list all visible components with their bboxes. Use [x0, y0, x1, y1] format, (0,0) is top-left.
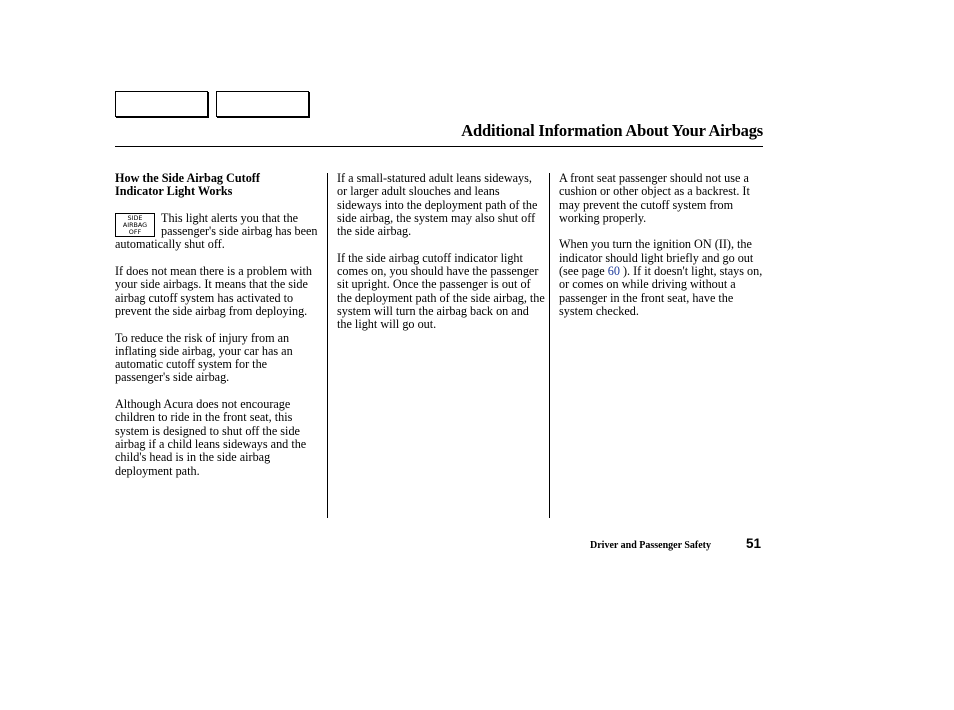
indicator-line-1: SIDE: [127, 213, 143, 222]
page-title: Additional Information About Your Airbags: [461, 121, 763, 140]
subhead-line-2: Indicator Light Works: [115, 184, 233, 199]
footer-section-label: Driver and Passenger Safety: [590, 540, 712, 551]
column-3: [559, 172, 763, 332]
nav-button-contents[interactable]: [115, 91, 208, 117]
paragraph: If the side airbag cutoff indicator light comes on, you should have the passenger sit upright. Once the passenger is out of the deployment path of the side airbag, the system will turn the airbag back on and the light will go out.: [337, 250, 545, 332]
paragraph: If does not mean there is a problem with your side airbags. It means that the side airbag cutoff system has activated to prevent the side airbag from deploying.: [115, 264, 312, 318]
paragraph-text: When you turn the ignition ON (II), the indicator should light briefly and go out (see page: [559, 237, 754, 279]
subhead-line-1: How the Side Airbag Cutoff: [115, 171, 260, 185]
page-link[interactable]: 60: [607, 264, 620, 279]
intro-paragraph: [115, 212, 321, 252]
paragraph-text: ). If it doesn't light, stays on, or comes on while driving without a passenger in the front seat, have the system checked.: [559, 264, 763, 318]
indicator-line-2: AIRBAG: [122, 221, 148, 230]
column-2: [337, 172, 545, 345]
title-rule: [115, 146, 763, 147]
page-number: 51: [746, 536, 762, 551]
side-airbag-off-indicator-icon: [115, 213, 155, 237]
column-divider: [549, 173, 550, 518]
paragraph: Although Acura does not encourage children to ride in the front seat, this system is designed to shut off the side airbag if a child leans sideways and the child's head is in the side airbag deployment path.: [115, 397, 307, 478]
column-divider: [327, 173, 328, 518]
indicator-line-3: OFF: [128, 228, 142, 237]
column-1: [115, 172, 321, 491]
paragraph: If a small-statured adult leans sideways, or larger adult slouches and leans sideways into the deployment path of the side airbag, the system may also shut off the side airbag.: [337, 171, 538, 239]
section-subhead: [115, 172, 321, 199]
intro-text: This light alerts you that the passenger's side airbag has been automatically shut off.: [115, 210, 318, 252]
paragraph: To reduce the risk of injury from an inflating side airbag, your car has an automatic cutoff system for the passenger's side airbag.: [115, 330, 293, 385]
nav-button-index[interactable]: [216, 91, 309, 117]
paragraph: A front seat passenger should not use a cushion or other object as a backrest. It may prevent the cutoff system from working properly.: [559, 171, 750, 225]
paragraph: [559, 238, 763, 318]
